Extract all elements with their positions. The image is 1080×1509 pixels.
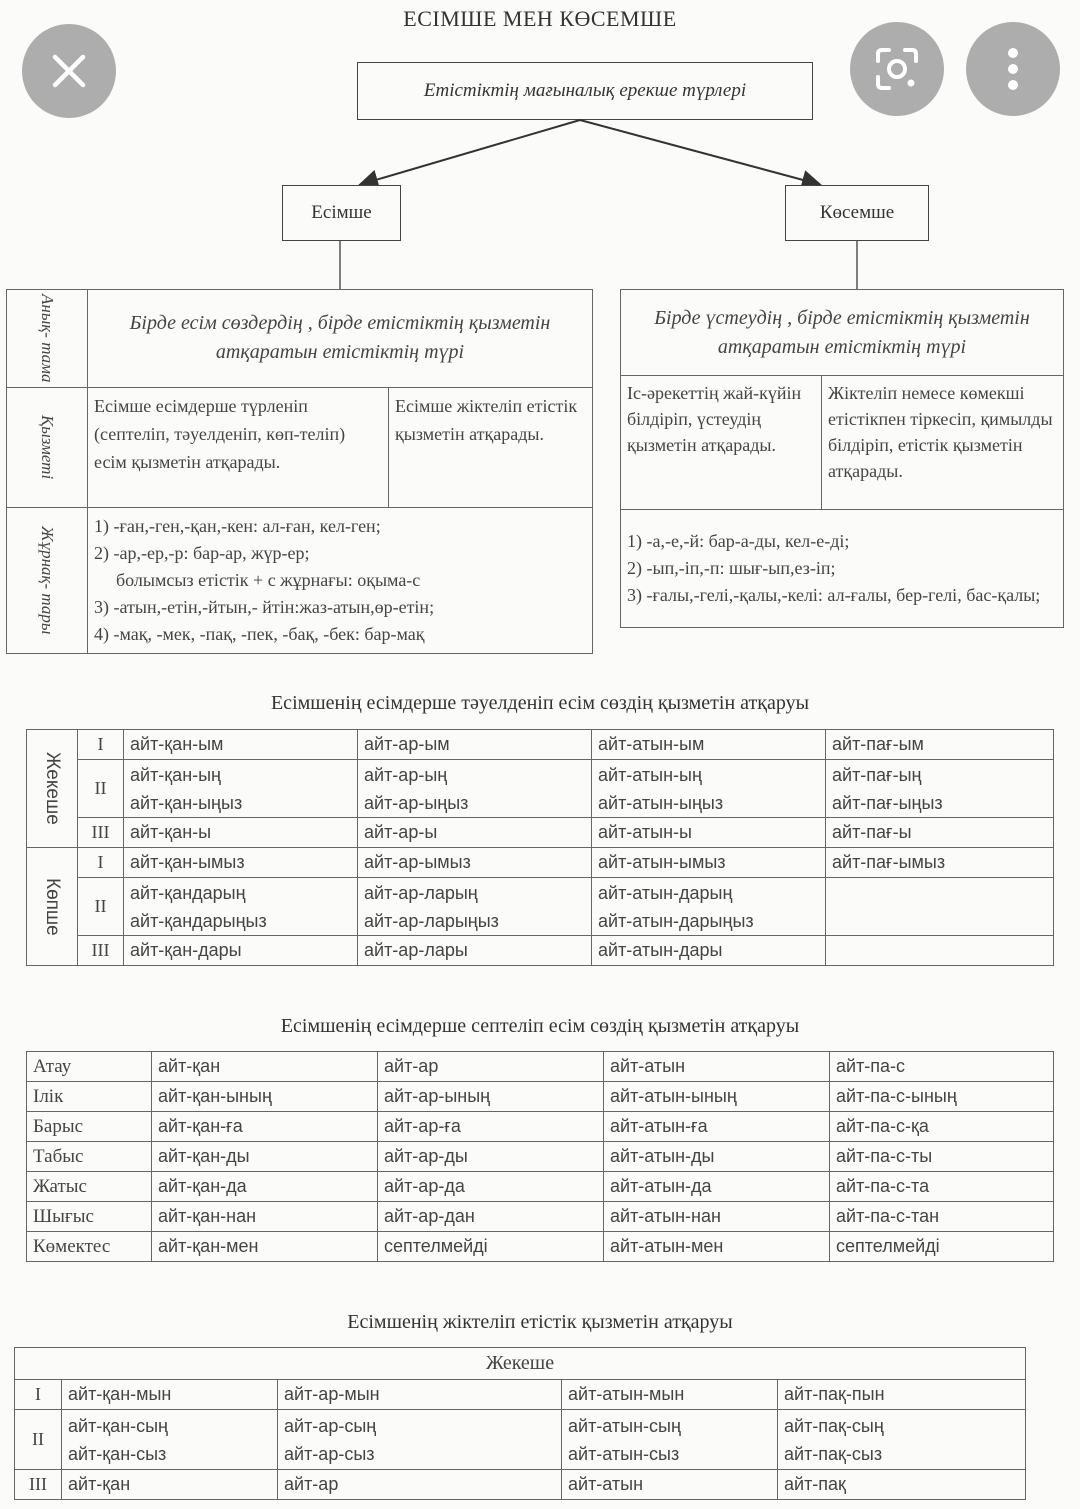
more-options-button[interactable] (966, 22, 1060, 116)
table-cell: айт-қан (62, 1470, 278, 1500)
person-label: III (78, 818, 124, 848)
kosemshe-function-verb: Жіктеліп немесе көмекші етістікпен тіркесіп, қимылды білдіріп, етістік қызметін атқарады. (822, 376, 1064, 510)
table-cell: айт-атын-ының (604, 1082, 830, 1112)
cell-line: айт-қан-ыңыз (130, 792, 243, 813)
table-cell: айт-қан-ымыз (124, 848, 358, 878)
table-cell: айт-қан-да (152, 1172, 378, 1202)
table-cell: айт-ар-дан (378, 1202, 604, 1232)
table-cell: айт-атын-ым (592, 730, 826, 760)
table-cell: айт-қан-ым (124, 730, 358, 760)
kosemshe-definition: Бірде үстеудің , бірде етістіктің қызметін атқаратын етістіктің түрі (621, 290, 1064, 376)
page-title: ЕСІМШЕ МЕН КӨСЕМШЕ (403, 6, 677, 31)
row-label-function: Қызметі (7, 387, 88, 507)
table-cell: айт-пақ (778, 1470, 1026, 1500)
cell-line: айт-қандарың (130, 882, 246, 903)
cell-line: айт-атын-ыңыз (598, 792, 724, 813)
table-cell: айт-қан-ға (152, 1112, 378, 1142)
table3-title: Есімшенің жіктеліп етістік қызметін атқаруы (347, 1311, 733, 1333)
cell-line: айт-пақ-сың (784, 1415, 884, 1436)
table-cell: айт-атын-ға (604, 1112, 830, 1142)
table-cell: айт-атын-ы (592, 818, 826, 848)
cell-line: айт-ар-сыз (284, 1443, 375, 1464)
diagram-root-label: Етістіктің мағыналық ерекше түрлері (423, 80, 747, 101)
table-cell (124, 760, 358, 818)
table-cell (592, 878, 826, 936)
kosemshe-suffix-3: 3) -ғалы,-гелі,-қалы,-келі: ал-ғалы, бер-гелі, бас-қалы; (627, 585, 1041, 605)
table-cell: айт-ар-ға (378, 1112, 604, 1142)
esimshe-function-noun: Есімше есімдерше түрленіп (септеліп, тәуелденіп, көп-теліп) есім қызметін атқарады. (88, 387, 389, 507)
kosemshe-function-adverb: Іс-әрекеттің жай-күйін білдіріп, үстеудің қызметін атқарады. (621, 376, 822, 510)
cell-line: айт-ар-ың (364, 764, 448, 785)
table-cell: айт-ар (378, 1052, 604, 1082)
table-cell (562, 1410, 778, 1470)
table-cell: айт-қан-ының (152, 1082, 378, 1112)
esimshe-suffix-3: 3) -атын,-етін,-йтын,- йтін:жаз-атын,өр-етін; (94, 596, 435, 617)
person-label: III (15, 1470, 62, 1500)
table-cell: септелмейді (830, 1232, 1054, 1262)
table-cell (826, 878, 1054, 936)
row-label-suffixes: Жұрнақ- тары (7, 507, 88, 653)
table2-title: Есімшенің есімдерше септеліп есім сөздің қызметін атқаруы (280, 1015, 800, 1037)
table-cell: айт-атын-ымыз (592, 848, 826, 878)
case-label: Жатыс (27, 1172, 152, 1202)
table-cell (358, 878, 592, 936)
lens-button[interactable] (850, 22, 944, 116)
person-label: II (78, 760, 124, 818)
table-cell: айт-ар-ым (358, 730, 592, 760)
table-cell: айт-атын (604, 1052, 830, 1082)
table-cell: айт-ар (278, 1470, 562, 1500)
arrow-right (580, 120, 818, 184)
table-cell: айт-па-с-тан (830, 1202, 1054, 1232)
esimshe-function-verb: Есімше жіктеліп етістік қызметін атқарады. (389, 387, 593, 507)
kosemshe-suffix-1: 1) -а,-е,-й: бар-а-ды, кел-е-ді; (627, 531, 850, 551)
table-cell: айт-атын-мен (604, 1232, 830, 1262)
table-cell: айт-қан-мын (62, 1380, 278, 1410)
table-cell: айт-атын (562, 1470, 778, 1500)
esimshe-suffix-1: 1) -ған,-ген,-қан,-кен: ал-ған, кел-ген; (94, 515, 381, 536)
table-cell (592, 760, 826, 818)
group-singular: Жекеше (27, 730, 78, 848)
lens-icon (874, 46, 920, 92)
cell-line: айт-пағ-ыңыз (832, 792, 943, 813)
cell-line: айт-атын-сыз (568, 1443, 680, 1464)
cell-line: айт-ар-ларыңыз (364, 910, 499, 931)
table-cell: айт-па-с-та (830, 1172, 1054, 1202)
person-label: II (15, 1410, 62, 1470)
esimshe-suffix-2b: болымсыз етістік + с жұрнағы: оқыма-с (116, 569, 421, 590)
table-cell: айт-па-с-ының (830, 1082, 1054, 1112)
esimshe-suffix-2: 2) -ар,-ер,-р: бар-ар, жүр-ер; (94, 542, 310, 563)
esimshe-definition: Бірде есім сөздердің , бірде етістіктің қызметін атқаратын етістіктің түрі (88, 290, 593, 388)
case-label: Барыс (27, 1112, 152, 1142)
table-cell (778, 1410, 1026, 1470)
table-cell: айт-қан-мен (152, 1232, 378, 1262)
table-cell: айт-па-с (830, 1052, 1054, 1082)
cell-line: айт-атын-дарың (598, 882, 733, 903)
table-cell (278, 1410, 562, 1470)
table-cell: айт-ар-ды (378, 1142, 604, 1172)
table-cell: айт-пағ-ы (826, 818, 1054, 848)
close-button[interactable] (22, 24, 116, 118)
table-cell: айт-қан-ды (152, 1142, 378, 1172)
table-cell: айт-па-с-ты (830, 1142, 1054, 1172)
person-label: I (15, 1380, 62, 1410)
person-label: I (78, 730, 124, 760)
table-cell (826, 760, 1054, 818)
table-cell: айт-атын-да (604, 1172, 830, 1202)
table-cell: айт-қан-дары (124, 936, 358, 966)
table-cell: айт-пағ-ымыз (826, 848, 1054, 878)
row-label-definition: Анық- тама (7, 290, 88, 388)
case-table (26, 1051, 1054, 1262)
table-cell: айт-атын-нан (604, 1202, 830, 1232)
case-label: Көмектес (27, 1232, 152, 1262)
cell-line: айт-атын-ың (598, 764, 702, 785)
kosemshe-definition-table (620, 289, 1064, 628)
cell-line: айт-атын-сың (568, 1415, 681, 1436)
cell-line: айт-ар-ыңыз (364, 792, 469, 813)
table-cell: айт-қан-нан (152, 1202, 378, 1232)
esimshe-definition-table (6, 289, 593, 654)
cell-line: айт-ар-сың (284, 1415, 377, 1436)
diagram-esimshe-label: Есімше (311, 202, 372, 223)
table1-title: Есімшенің есімдерше тәуелденіп есім сөздің қызметін атқаруы (270, 692, 810, 714)
person-label: III (78, 936, 124, 966)
esimshe-suffix-4: 4) -мақ, -мек, -пақ, -пек, -бақ, -бек: бар-мақ (94, 623, 425, 644)
table-cell: айт-па-с-қа (830, 1112, 1054, 1142)
cell-line: айт-атын-дарыңыз (598, 910, 754, 931)
case-label: Шығыс (27, 1202, 152, 1232)
cell-line: айт-пақ-сыз (784, 1443, 883, 1464)
table-cell: айт-ар-лары (358, 936, 592, 966)
person-label: I (78, 848, 124, 878)
cell-line: айт-пағ-ың (832, 764, 922, 785)
close-icon (49, 51, 89, 91)
group-plural: Көпше (27, 848, 78, 966)
case-label: Табыс (27, 1142, 152, 1172)
table-cell: айт-ар-ы (358, 818, 592, 848)
table-cell (62, 1410, 278, 1470)
cell-line: айт-ар-ларың (364, 882, 478, 903)
table-cell (358, 760, 592, 818)
arrow-left (362, 120, 580, 184)
table-cell: айт-ар-да (378, 1172, 604, 1202)
cell-line: айт-қан-сың (68, 1415, 169, 1436)
table-cell: септелмейді (378, 1232, 604, 1262)
table3-header: Жекеше (15, 1348, 1026, 1380)
cell-line: айт-қан-ың (130, 764, 222, 785)
table-cell: айт-қан (152, 1052, 378, 1082)
table-cell: айт-пақ-пын (778, 1380, 1026, 1410)
table-cell: айт-атын-дары (592, 936, 826, 966)
table-cell: айт-пағ-ым (826, 730, 1054, 760)
case-label: Ілік (27, 1082, 152, 1112)
conjugation-table (14, 1347, 1026, 1500)
table-cell: айт-атын-мын (562, 1380, 778, 1410)
kosemshe-suffix-2: 2) -ып,-іп,-п: шығ-ып,ез-іп; (627, 558, 836, 578)
diagram-kosemshe (785, 185, 929, 241)
more-icon (1006, 47, 1020, 91)
table-cell: айт-ар-ының (378, 1082, 604, 1112)
diagram-esimshe (282, 185, 401, 241)
esimshe-suffix-list (88, 507, 593, 653)
cell-line: айт-қан-сыз (68, 1443, 167, 1464)
table-cell: айт-атын-ды (604, 1142, 830, 1172)
possessive-table (26, 729, 1054, 966)
kosemshe-suffix-list (621, 510, 1064, 628)
table-cell: айт-ар-ымыз (358, 848, 592, 878)
table-cell (826, 936, 1054, 966)
table-cell (124, 878, 358, 936)
case-label: Атау (27, 1052, 152, 1082)
person-label: II (78, 878, 124, 936)
table-cell: айт-ар-мын (278, 1380, 562, 1410)
diagram-kosemshe-label: Көсемше (819, 202, 895, 223)
cell-line: айт-қандарыңыз (130, 910, 267, 931)
table-cell: айт-қан-ы (124, 818, 358, 848)
